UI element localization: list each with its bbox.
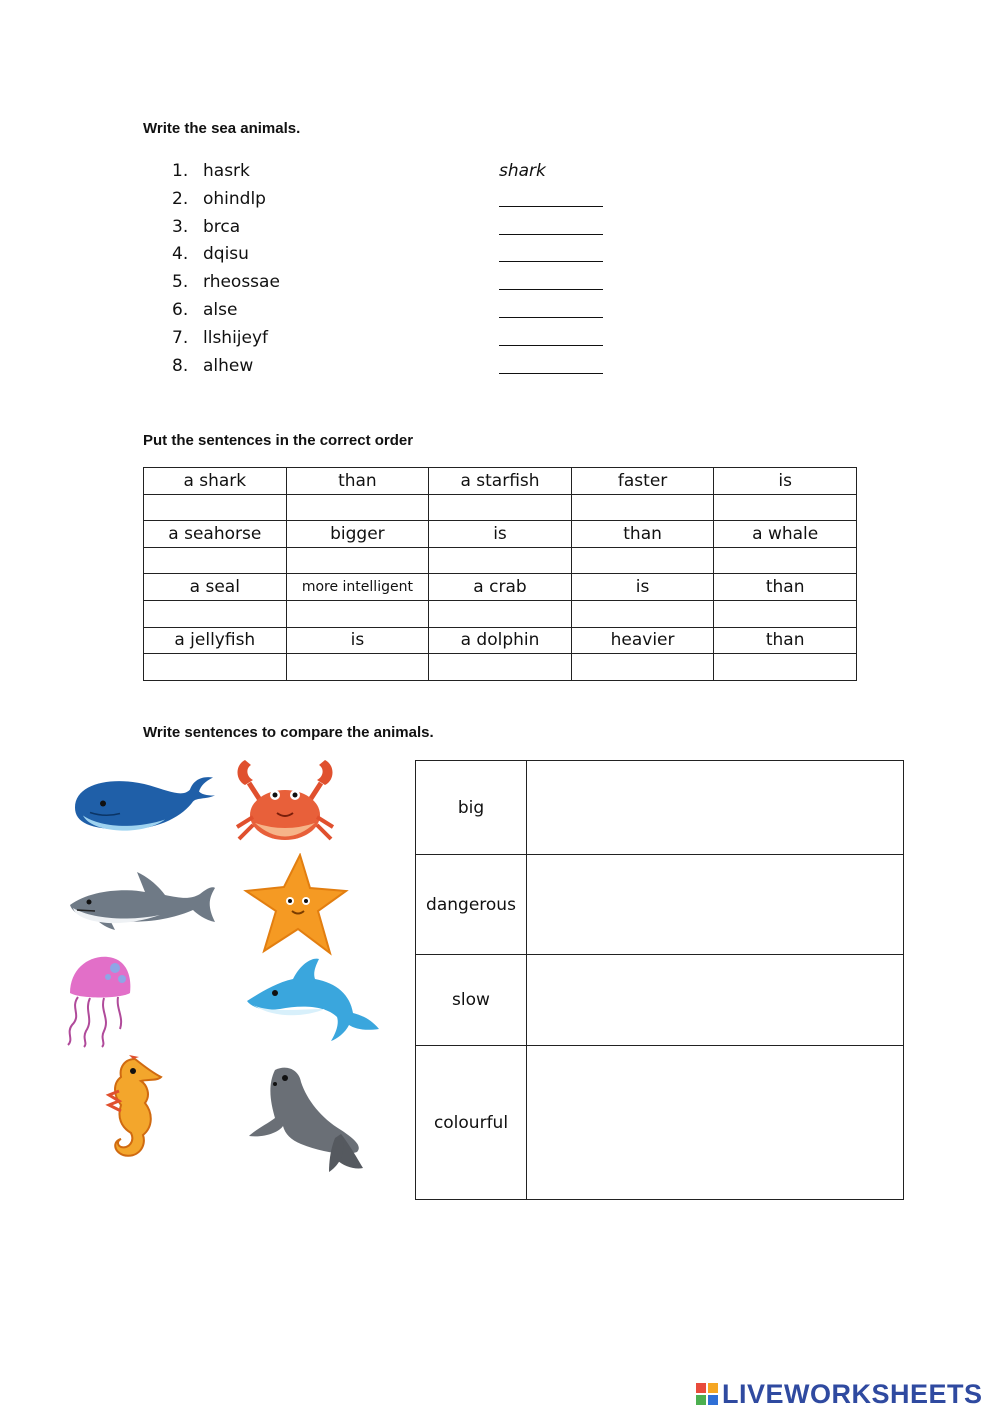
word-cell: faster xyxy=(571,468,714,495)
item-number: 2. xyxy=(172,188,189,209)
compare-row xyxy=(416,855,904,955)
adjective-cell: slow xyxy=(416,955,527,1046)
word-cell: bigger xyxy=(286,521,429,548)
item-number: 4. xyxy=(172,244,189,265)
answer-blank[interactable] xyxy=(499,357,603,374)
answer-cell[interactable] xyxy=(714,547,857,574)
section-3-heading: Write sentences to compare the animals. xyxy=(143,724,434,741)
item-number: 5. xyxy=(172,272,189,293)
answer-blank[interactable] xyxy=(499,301,603,318)
answer-row xyxy=(144,654,857,681)
item-number: 1. xyxy=(172,161,189,181)
answer-cell[interactable] xyxy=(429,494,572,521)
word-cell: is xyxy=(429,521,572,548)
word-cell: a whale xyxy=(714,521,857,548)
answer-cell[interactable] xyxy=(571,600,714,627)
answer-cell[interactable] xyxy=(571,547,714,574)
adjective-cell: dangerous xyxy=(416,855,527,955)
answer-example: shark xyxy=(499,161,546,181)
word-row xyxy=(144,574,857,601)
answer-blank[interactable] xyxy=(499,329,603,346)
list-item xyxy=(172,158,632,186)
answer-cell[interactable] xyxy=(144,654,287,681)
answer-cell[interactable] xyxy=(286,600,429,627)
word-cell: more intelligent xyxy=(286,574,429,601)
answer-cell[interactable] xyxy=(571,494,714,521)
list-item xyxy=(172,353,632,381)
scrambled-word: alhew xyxy=(203,355,254,376)
word-cell: a jellyfish xyxy=(144,627,287,654)
item-number: 8. xyxy=(172,355,189,376)
answer-row xyxy=(144,600,857,627)
answer-cell[interactable] xyxy=(144,547,287,574)
item-number: 7. xyxy=(172,327,189,348)
scrambled-word: ohindlp xyxy=(203,188,266,209)
word-cell: a shark xyxy=(144,468,287,495)
unscramble-list xyxy=(172,158,632,380)
word-cell: heavier xyxy=(571,627,714,654)
answer-cell[interactable] xyxy=(286,547,429,574)
adjective-cell: colourful xyxy=(416,1046,527,1200)
word-cell: a crab xyxy=(429,574,572,601)
section-1-heading: Write the sea animals. xyxy=(143,120,301,137)
word-cell: a seahorse xyxy=(144,521,287,548)
compare-row xyxy=(416,1046,904,1200)
answer-cell[interactable] xyxy=(286,654,429,681)
answer-cell[interactable] xyxy=(429,600,572,627)
sentence-answer-cell[interactable] xyxy=(527,855,904,955)
word-cell: is xyxy=(714,468,857,495)
seal-icon xyxy=(245,1060,375,1175)
answer-row xyxy=(144,547,857,574)
answer-cell[interactable] xyxy=(286,494,429,521)
word-cell: than xyxy=(286,468,429,495)
scrambled-word: hasrk xyxy=(203,161,250,181)
compare-table xyxy=(415,760,904,1200)
sentence-answer-cell[interactable] xyxy=(527,761,904,855)
list-item xyxy=(172,186,632,214)
starfish-icon xyxy=(240,853,350,958)
answer-blank[interactable] xyxy=(499,190,603,207)
scrambled-word: alse xyxy=(203,299,238,320)
list-item xyxy=(172,269,632,297)
compare-row xyxy=(416,761,904,855)
answer-row xyxy=(144,494,857,521)
scrambled-word: llshijeyf xyxy=(203,327,269,348)
jellyfish-icon xyxy=(60,953,140,1048)
shark-icon xyxy=(65,860,215,955)
answer-blank[interactable] xyxy=(499,245,603,262)
word-row xyxy=(144,521,857,548)
list-item xyxy=(172,297,632,325)
compare-row xyxy=(416,955,904,1046)
logo-text: LIVEWORKSHEETS xyxy=(722,1378,983,1409)
word-row xyxy=(144,627,857,654)
word-cell: a seal xyxy=(144,574,287,601)
word-cell: than xyxy=(571,521,714,548)
sentence-answer-cell[interactable] xyxy=(527,1046,904,1200)
seahorse-icon xyxy=(95,1055,175,1160)
item-number: 6. xyxy=(172,299,189,320)
sentence-answer-cell[interactable] xyxy=(527,955,904,1046)
answer-cell[interactable] xyxy=(571,654,714,681)
item-number: 3. xyxy=(172,216,189,237)
word-cell: a starfish xyxy=(429,468,572,495)
answer-cell[interactable] xyxy=(429,547,572,574)
word-cell: than xyxy=(714,627,857,654)
dolphin-icon xyxy=(245,953,380,1048)
adjective-cell: big xyxy=(416,761,527,855)
word-cell: is xyxy=(571,574,714,601)
section-2-heading: Put the sentences in the correct order xyxy=(143,432,414,449)
answer-blank[interactable] xyxy=(499,218,603,235)
list-item xyxy=(172,325,632,353)
scrambled-word: rheossae xyxy=(203,272,280,293)
answer-cell[interactable] xyxy=(714,494,857,521)
word-cell: is xyxy=(286,627,429,654)
word-row xyxy=(144,468,857,495)
answer-cell[interactable] xyxy=(144,494,287,521)
answer-cell[interactable] xyxy=(714,654,857,681)
answer-cell[interactable] xyxy=(429,654,572,681)
list-item xyxy=(172,241,632,269)
list-item xyxy=(172,214,632,242)
animal-pictures xyxy=(60,755,390,1195)
word-cell: than xyxy=(714,574,857,601)
answer-blank[interactable] xyxy=(499,273,603,290)
word-cell: a dolphin xyxy=(429,627,572,654)
scrambled-word: dqisu xyxy=(203,244,249,265)
crab-icon xyxy=(225,755,345,850)
whale-icon xyxy=(65,755,215,850)
liveworksheets-logo xyxy=(696,1376,983,1412)
sentence-order-table xyxy=(143,467,857,681)
logo-mark-icon xyxy=(696,1383,718,1405)
scrambled-word: brca xyxy=(203,216,241,237)
answer-cell[interactable] xyxy=(144,600,287,627)
answer-cell[interactable] xyxy=(714,600,857,627)
